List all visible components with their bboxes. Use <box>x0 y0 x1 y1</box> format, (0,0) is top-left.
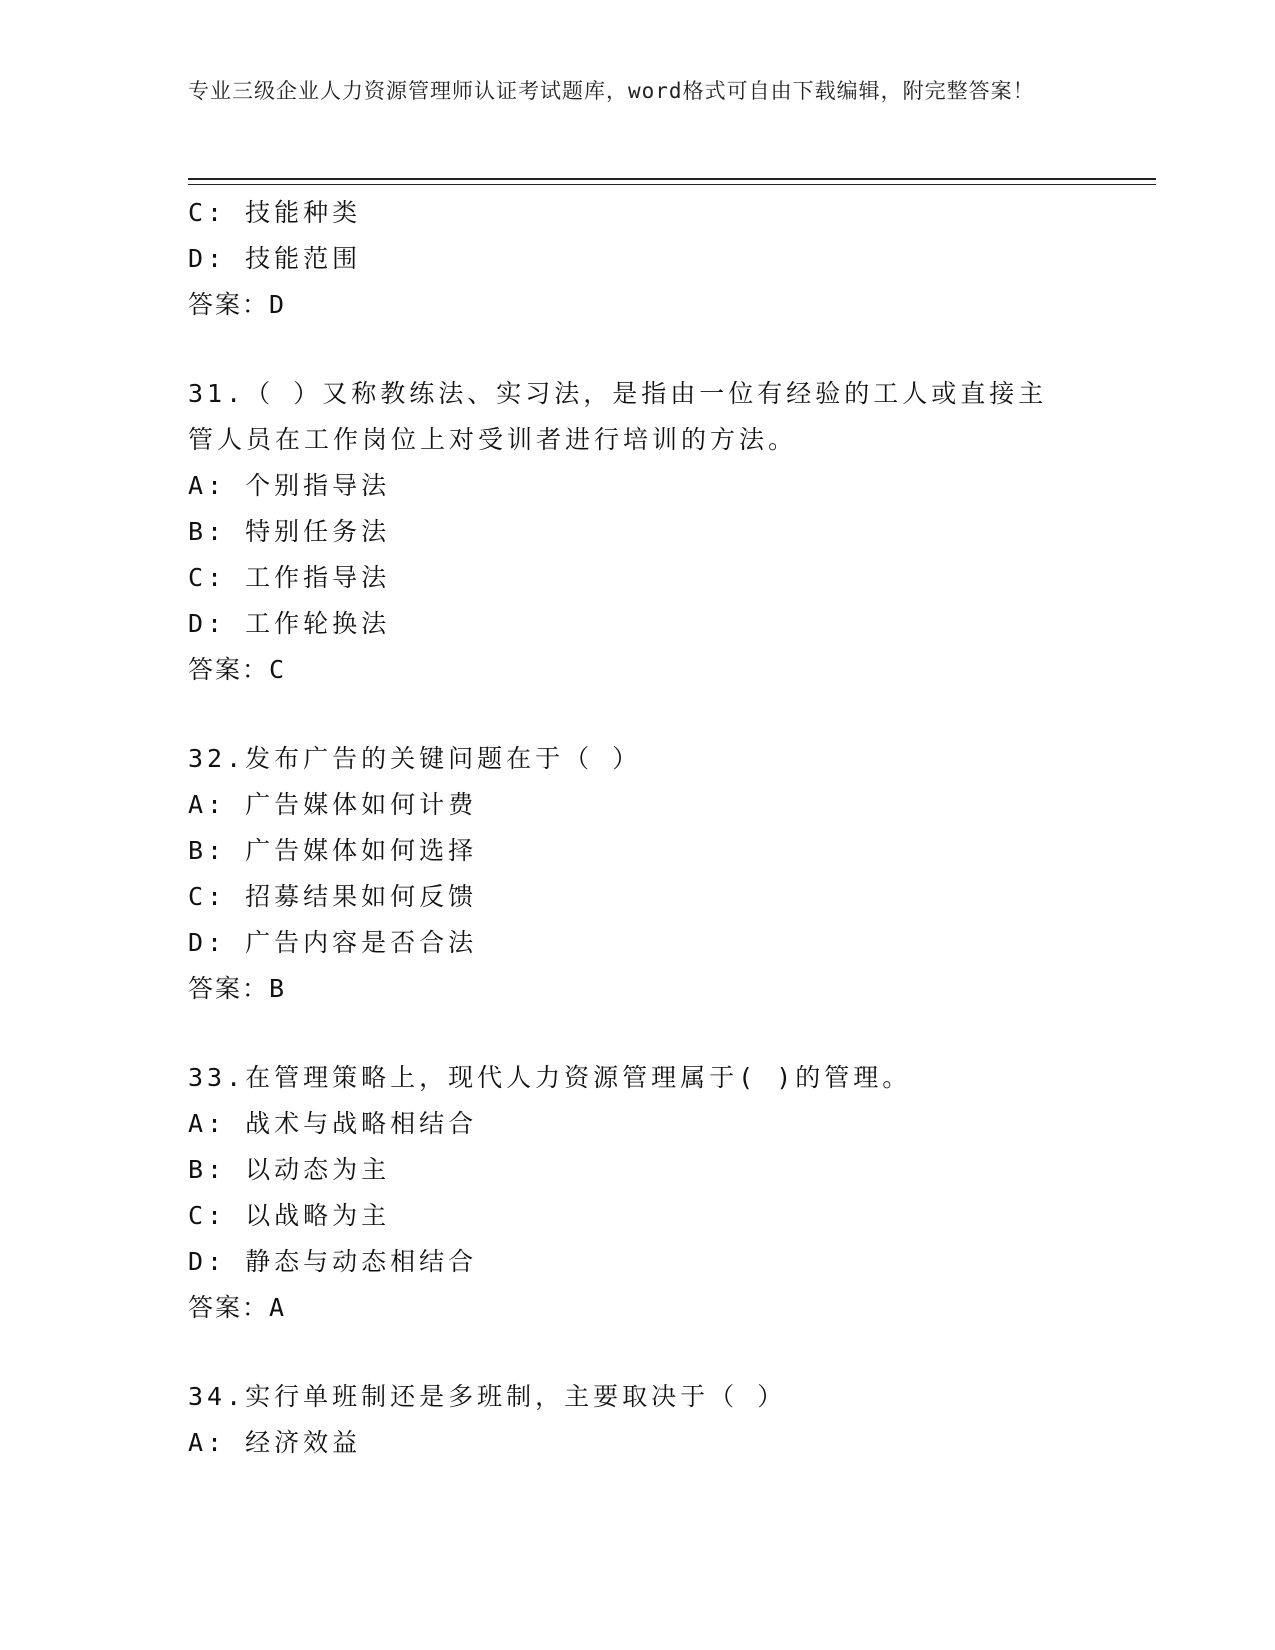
option-c: C: 技能种类 <box>188 198 362 227</box>
option-b: B: 以动态为主 <box>188 1155 391 1184</box>
question-block <box>188 736 1088 1012</box>
answer-line: 答案：C <box>188 655 287 684</box>
header-divider-thin <box>188 184 1156 185</box>
document-header: 专业三级企业人力资源管理师认证考试题库，word格式可自由下载编辑，附完整答案！ <box>188 79 1035 103</box>
question-stem: 34.实行单班制还是多班制，主要取决于（ ） <box>188 1382 787 1411</box>
question-stem: 32.发布广告的关键问题在于（ ） <box>188 744 642 773</box>
option-b: B: 特别任务法 <box>188 517 391 546</box>
question-block <box>188 1055 1088 1331</box>
question-block <box>188 371 1088 693</box>
option-a: A: 广告媒体如何计费 <box>188 790 478 819</box>
option-a: A: 个别指导法 <box>188 471 391 500</box>
option-b: B: 广告媒体如何选择 <box>188 836 478 865</box>
question-content <box>188 190 1088 1466</box>
answer-line: 答案：B <box>188 974 287 1003</box>
answer-line: 答案：A <box>188 1293 287 1322</box>
question-stem: 33.在管理策略上，现代人力资源管理属于( )的管理。 <box>188 1063 912 1092</box>
question-block <box>188 1374 1088 1466</box>
option-c: C: 以战略为主 <box>188 1201 391 1230</box>
option-a: A: 战术与战略相结合 <box>188 1109 478 1138</box>
option-c: C: 招募结果如何反馈 <box>188 882 478 911</box>
option-d: D: 工作轮换法 <box>188 609 391 638</box>
option-d: D: 广告内容是否合法 <box>188 928 478 957</box>
option-d: D: 静态与动态相结合 <box>188 1247 478 1276</box>
option-a: A: 经济效益 <box>188 1428 362 1457</box>
question-stem: 管人员在工作岗位上对受训者进行培训的方法。 <box>188 425 798 454</box>
option-d: D: 技能范围 <box>188 244 362 273</box>
answer-line: 答案：D <box>188 290 287 319</box>
header-divider-thick <box>188 178 1156 180</box>
question-stem: 31.（ ）又称教练法、实习法，是指由一位有经验的工人或直接主 <box>188 379 1048 408</box>
option-c: C: 工作指导法 <box>188 563 391 592</box>
